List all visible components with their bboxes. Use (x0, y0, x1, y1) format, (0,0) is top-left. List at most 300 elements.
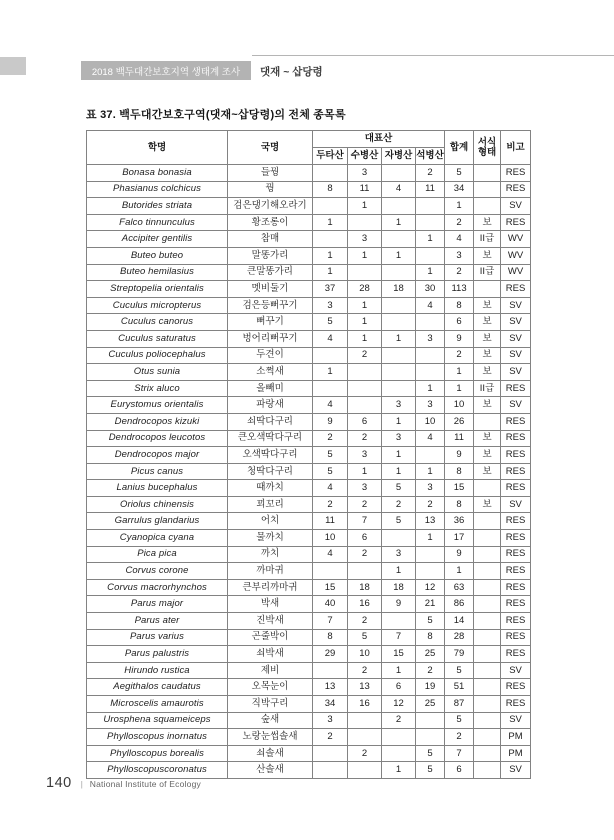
cell-total: 1 (445, 380, 474, 397)
cell-count-site-4: 8 (416, 629, 445, 646)
table-row (87, 646, 531, 663)
cell-count-site-2: 1 (348, 297, 382, 314)
cell-habitat-form (474, 596, 501, 613)
cell-count-site-3 (382, 613, 416, 630)
cell-note: WV (501, 231, 531, 248)
cell-count-site-4: 11 (416, 181, 445, 198)
table-row (87, 397, 531, 414)
cell-count-site-4: 25 (416, 696, 445, 713)
cell-count-site-2: 1 (348, 314, 382, 331)
cell-note: RES (501, 430, 531, 447)
cell-scientific-name: Urosphena squameiceps (87, 712, 228, 729)
cell-count-site-3: 6 (382, 679, 416, 696)
table-row (87, 430, 531, 447)
cell-total: 5 (445, 165, 474, 182)
cell-total: 63 (445, 579, 474, 596)
cell-total: 36 (445, 513, 474, 530)
cell-count-site-3 (382, 364, 416, 381)
cell-count-site-3 (382, 347, 416, 364)
cell-total: 26 (445, 413, 474, 430)
table-title: 표 37. 백두대간보호구역(댓재~삽당령)의 전체 종목록 (86, 109, 346, 121)
cell-total: 87 (445, 696, 474, 713)
cell-count-site-1 (313, 231, 348, 248)
cell-korean-name: 곤줄박이 (228, 629, 313, 646)
cell-habitat-form: 보 (474, 447, 501, 464)
cell-korean-name: 물까치 (228, 530, 313, 547)
table-row (87, 380, 531, 397)
cell-count-site-4 (416, 447, 445, 464)
table-row (87, 745, 531, 762)
cell-count-site-2: 16 (348, 596, 382, 613)
cell-count-site-1: 8 (313, 629, 348, 646)
cell-count-site-3: 3 (382, 430, 416, 447)
col-header-kor-name: 국명 (228, 131, 313, 165)
cell-count-site-1 (313, 563, 348, 580)
cell-korean-name: 큰오색딱다구리 (228, 430, 313, 447)
cell-note: WV (501, 264, 531, 281)
cell-count-site-2: 11 (348, 181, 382, 198)
cell-count-site-2 (348, 380, 382, 397)
cell-habitat-form (474, 546, 501, 563)
cell-total: 9 (445, 447, 474, 464)
cell-count-site-4: 5 (416, 762, 445, 779)
cell-count-site-4: 3 (416, 330, 445, 347)
cell-total: 113 (445, 281, 474, 298)
cell-habitat-form (474, 646, 501, 663)
cell-scientific-name: Picus canus (87, 463, 228, 480)
table-row (87, 330, 531, 347)
cell-total: 2 (445, 729, 474, 746)
cell-korean-name: 올빼미 (228, 380, 313, 397)
cell-total: 4 (445, 231, 474, 248)
cell-korean-name: 쇠박새 (228, 646, 313, 663)
cell-count-site-4: 12 (416, 579, 445, 596)
col-header-sci-name: 학명 (87, 131, 228, 165)
cell-count-site-3 (382, 297, 416, 314)
cell-scientific-name: Microscelis amaurotis (87, 696, 228, 713)
cell-count-site-1: 5 (313, 447, 348, 464)
cell-count-site-4: 1 (416, 380, 445, 397)
cell-count-site-4: 13 (416, 513, 445, 530)
cell-habitat-form (474, 181, 501, 198)
page-number: 140 (46, 775, 72, 791)
table-row (87, 579, 531, 596)
cell-total: 51 (445, 679, 474, 696)
cell-count-site-3: 3 (382, 397, 416, 414)
cell-count-site-1 (313, 165, 348, 182)
cell-note: RES (501, 679, 531, 696)
cell-count-site-2: 2 (348, 347, 382, 364)
cell-habitat-form (474, 679, 501, 696)
cell-total: 5 (445, 712, 474, 729)
cell-count-site-1: 9 (313, 413, 348, 430)
cell-habitat-form (474, 165, 501, 182)
table-row (87, 264, 531, 281)
cell-korean-name: 검은등뻐꾸기 (228, 297, 313, 314)
cell-korean-name: 산솔새 (228, 762, 313, 779)
cell-count-site-2 (348, 729, 382, 746)
table-body (87, 165, 531, 779)
cell-count-site-1: 7 (313, 613, 348, 630)
cell-count-site-3: 1 (382, 447, 416, 464)
cell-count-site-1: 4 (313, 397, 348, 414)
cell-scientific-name: Cuculus micropterus (87, 297, 228, 314)
cell-count-site-1 (313, 198, 348, 215)
cell-count-site-2 (348, 712, 382, 729)
cell-count-site-2 (348, 214, 382, 231)
table-row (87, 546, 531, 563)
cell-count-site-3: 1 (382, 214, 416, 231)
cell-habitat-form (474, 629, 501, 646)
cell-count-site-2 (348, 364, 382, 381)
cell-note: RES (501, 447, 531, 464)
report-title: 2018 백두대간보호지역 생태계 조사 (91, 66, 241, 78)
cell-count-site-4: 1 (416, 463, 445, 480)
cell-count-site-2: 1 (348, 198, 382, 215)
cell-count-site-4: 19 (416, 679, 445, 696)
cell-count-site-1 (313, 380, 348, 397)
cell-count-site-3 (382, 380, 416, 397)
cell-scientific-name: Phylloscopus inornatus (87, 729, 228, 746)
cell-note: WV (501, 247, 531, 264)
cell-note: RES (501, 214, 531, 231)
cell-count-site-4 (416, 563, 445, 580)
cell-count-site-1: 2 (313, 496, 348, 513)
cell-note: RES (501, 546, 531, 563)
cell-scientific-name: Parus palustris (87, 646, 228, 663)
cell-count-site-2 (348, 563, 382, 580)
cell-total: 1 (445, 364, 474, 381)
cell-habitat-form (474, 662, 501, 679)
cell-scientific-name: Aegithalos caudatus (87, 679, 228, 696)
cell-count-site-4: 4 (416, 430, 445, 447)
table-row (87, 530, 531, 547)
cell-count-site-4: 1 (416, 231, 445, 248)
cell-note: RES (501, 579, 531, 596)
cell-count-site-4: 3 (416, 480, 445, 497)
cell-count-site-3: 12 (382, 696, 416, 713)
table-row (87, 181, 531, 198)
cell-count-site-2: 10 (348, 646, 382, 663)
cell-note: RES (501, 563, 531, 580)
table-row (87, 364, 531, 381)
cell-count-site-2: 6 (348, 530, 382, 547)
cell-note: SV (501, 762, 531, 779)
cell-count-site-4: 2 (416, 496, 445, 513)
cell-korean-name: 큰부리까마귀 (228, 579, 313, 596)
table-row (87, 463, 531, 480)
cell-total: 1 (445, 563, 474, 580)
cell-count-site-3 (382, 231, 416, 248)
cell-count-site-1: 8 (313, 181, 348, 198)
cell-count-site-2: 2 (348, 546, 382, 563)
cell-habitat-form: 보 (474, 297, 501, 314)
cell-count-site-2: 1 (348, 247, 382, 264)
cell-note: RES (501, 281, 531, 298)
cell-note: SV (501, 712, 531, 729)
cell-count-site-3 (382, 314, 416, 331)
cell-habitat-form: 보 (474, 247, 501, 264)
cell-count-site-1 (313, 745, 348, 762)
cell-count-site-2 (348, 762, 382, 779)
cell-count-site-2 (348, 264, 382, 281)
header-rule (252, 55, 614, 56)
cell-total: 6 (445, 762, 474, 779)
table-row (87, 347, 531, 364)
cell-scientific-name: Buteo hemilasius (87, 264, 228, 281)
cell-korean-name: 소쩍새 (228, 364, 313, 381)
cell-count-site-1: 40 (313, 596, 348, 613)
cell-habitat-form (474, 729, 501, 746)
cell-note: RES (501, 530, 531, 547)
cell-korean-name: 쇠솔새 (228, 745, 313, 762)
cell-total: 86 (445, 596, 474, 613)
cell-korean-name: 말똥가리 (228, 247, 313, 264)
cell-habitat-form: 보 (474, 347, 501, 364)
cell-habitat-form (474, 613, 501, 630)
cell-note: RES (501, 463, 531, 480)
cell-scientific-name: Parus varius (87, 629, 228, 646)
cell-habitat-form (474, 530, 501, 547)
cell-scientific-name: Dendrocopos kizuki (87, 413, 228, 430)
table-row (87, 563, 531, 580)
cell-count-site-4 (416, 364, 445, 381)
cell-count-site-3: 3 (382, 546, 416, 563)
cell-count-site-1: 1 (313, 264, 348, 281)
table-row (87, 281, 531, 298)
cell-habitat-form (474, 198, 501, 215)
cell-korean-name: 참매 (228, 231, 313, 248)
cell-count-site-3: 7 (382, 629, 416, 646)
cell-count-site-4 (416, 198, 445, 215)
cell-count-site-4: 5 (416, 613, 445, 630)
cell-count-site-1: 5 (313, 463, 348, 480)
cell-count-site-1: 4 (313, 546, 348, 563)
cell-count-site-4: 30 (416, 281, 445, 298)
cell-count-site-3 (382, 264, 416, 281)
cell-note: RES (501, 613, 531, 630)
cell-korean-name: 때까치 (228, 480, 313, 497)
table-row (87, 496, 531, 513)
cell-habitat-form: 보 (474, 214, 501, 231)
cell-scientific-name: Accipiter gentilis (87, 231, 228, 248)
cell-count-site-2: 13 (348, 679, 382, 696)
cell-count-site-3: 5 (382, 480, 416, 497)
cell-count-site-3: 15 (382, 646, 416, 663)
col-header-site-4: 석병산 (416, 148, 445, 165)
cell-count-site-2: 3 (348, 480, 382, 497)
footer-publisher: National Institute of Ecology (89, 779, 201, 789)
cell-total: 15 (445, 480, 474, 497)
cell-korean-name: 까마귀 (228, 563, 313, 580)
cell-total: 3 (445, 247, 474, 264)
cell-count-site-4: 25 (416, 646, 445, 663)
cell-count-site-3: 4 (382, 181, 416, 198)
cell-count-site-1: 1 (313, 364, 348, 381)
cell-habitat-form: 보 (474, 496, 501, 513)
cell-count-site-1: 29 (313, 646, 348, 663)
cell-scientific-name: Butorides striata (87, 198, 228, 215)
cell-total: 14 (445, 613, 474, 630)
cell-count-site-1: 1 (313, 214, 348, 231)
cell-count-site-3: 5 (382, 513, 416, 530)
cell-count-site-4: 5 (416, 745, 445, 762)
cell-note: RES (501, 629, 531, 646)
cell-scientific-name: Garrulus glandarius (87, 513, 228, 530)
cell-count-site-2: 2 (348, 430, 382, 447)
cell-korean-name: 검은댕기해오라기 (228, 198, 313, 215)
cell-total: 7 (445, 745, 474, 762)
cell-count-site-4 (416, 247, 445, 264)
cell-scientific-name: Streptopelia orientalis (87, 281, 228, 298)
cell-count-site-1: 15 (313, 579, 348, 596)
cell-total: 10 (445, 397, 474, 414)
cell-count-site-3: 1 (382, 563, 416, 580)
cell-habitat-form: II급 (474, 380, 501, 397)
cell-habitat-form (474, 563, 501, 580)
cell-note: PM (501, 745, 531, 762)
cell-count-site-2: 6 (348, 413, 382, 430)
cell-count-site-2: 1 (348, 330, 382, 347)
table-row (87, 629, 531, 646)
table-row (87, 480, 531, 497)
table-row (87, 447, 531, 464)
footer-separator: | (80, 779, 83, 789)
cell-korean-name: 멧비둘기 (228, 281, 313, 298)
cell-total: 79 (445, 646, 474, 663)
page-footer (46, 775, 201, 791)
cell-scientific-name: Lanius bucephalus (87, 480, 228, 497)
cell-scientific-name: Corvus macrorhynchos (87, 579, 228, 596)
cell-habitat-form (474, 762, 501, 779)
cell-note: RES (501, 646, 531, 663)
cell-korean-name: 벙어리뻐꾸기 (228, 330, 313, 347)
cell-count-site-2: 7 (348, 513, 382, 530)
cell-habitat-form: 보 (474, 364, 501, 381)
cell-scientific-name: Eurystomus orientalis (87, 397, 228, 414)
col-header-site-1: 두타산 (313, 148, 348, 165)
cell-scientific-name: Buteo buteo (87, 247, 228, 264)
table-row (87, 198, 531, 215)
cell-habitat-form: 보 (474, 463, 501, 480)
cell-count-site-4 (416, 314, 445, 331)
cell-total: 6 (445, 314, 474, 331)
cell-korean-name: 꾀꼬리 (228, 496, 313, 513)
cell-count-site-2: 28 (348, 281, 382, 298)
cell-count-site-4: 2 (416, 165, 445, 182)
cell-korean-name: 꿩 (228, 181, 313, 198)
section-label: 댓재 ~ 삽당령 (260, 66, 323, 78)
cell-korean-name: 까치 (228, 546, 313, 563)
cell-count-site-4 (416, 712, 445, 729)
cell-note: SV (501, 347, 531, 364)
cell-count-site-4: 3 (416, 397, 445, 414)
cell-habitat-form (474, 712, 501, 729)
cell-note: RES (501, 480, 531, 497)
cell-total: 8 (445, 496, 474, 513)
cell-count-site-3: 2 (382, 496, 416, 513)
cell-korean-name: 오색딱다구리 (228, 447, 313, 464)
cell-korean-name: 들꿩 (228, 165, 313, 182)
cell-count-site-4: 2 (416, 662, 445, 679)
table-row (87, 165, 531, 182)
table-row (87, 297, 531, 314)
cell-count-site-3: 1 (382, 330, 416, 347)
cell-count-site-2: 1 (348, 463, 382, 480)
table-row (87, 712, 531, 729)
cell-scientific-name: Corvus corone (87, 563, 228, 580)
cell-count-site-2 (348, 397, 382, 414)
cell-total: 28 (445, 629, 474, 646)
cell-count-site-3 (382, 729, 416, 746)
cell-scientific-name: Pica pica (87, 546, 228, 563)
cell-scientific-name: Falco tinnunculus (87, 214, 228, 231)
cell-note: RES (501, 165, 531, 182)
cell-count-site-3: 18 (382, 281, 416, 298)
cell-habitat-form: 보 (474, 430, 501, 447)
cell-note: RES (501, 413, 531, 430)
cell-total: 34 (445, 181, 474, 198)
cell-count-site-4: 4 (416, 297, 445, 314)
cell-habitat-form (474, 281, 501, 298)
cell-count-site-2: 2 (348, 662, 382, 679)
cell-scientific-name: Parus major (87, 596, 228, 613)
cell-count-site-4: 10 (416, 413, 445, 430)
cell-count-site-1: 13 (313, 679, 348, 696)
table-row (87, 596, 531, 613)
cell-habitat-form (474, 480, 501, 497)
table-row (87, 696, 531, 713)
table-row (87, 613, 531, 630)
cell-count-site-3: 9 (382, 596, 416, 613)
cell-korean-name: 오목눈이 (228, 679, 313, 696)
cell-count-site-3: 1 (382, 247, 416, 264)
cell-scientific-name: Dendrocopos major (87, 447, 228, 464)
table-row (87, 314, 531, 331)
cell-scientific-name: Phasianus colchicus (87, 181, 228, 198)
col-header-total: 합계 (445, 131, 474, 165)
cell-count-site-2: 2 (348, 745, 382, 762)
table-row (87, 662, 531, 679)
cell-total: 8 (445, 463, 474, 480)
cell-korean-name: 청딱다구리 (228, 463, 313, 480)
cell-scientific-name: Phylloscopus borealis (87, 745, 228, 762)
cell-korean-name: 파랑새 (228, 397, 313, 414)
cell-habitat-form (474, 745, 501, 762)
cell-scientific-name: Otus sunia (87, 364, 228, 381)
cell-count-site-2: 3 (348, 447, 382, 464)
cell-count-site-3: 1 (382, 762, 416, 779)
table-row (87, 513, 531, 530)
cell-habitat-form: 보 (474, 330, 501, 347)
header-edge-tab (0, 57, 26, 75)
col-header-note: 비고 (501, 131, 531, 165)
table-row (87, 231, 531, 248)
cell-note: SV (501, 364, 531, 381)
cell-korean-name: 어치 (228, 513, 313, 530)
cell-count-site-3 (382, 745, 416, 762)
report-title-bar (81, 61, 251, 80)
cell-note: RES (501, 596, 531, 613)
cell-total: 1 (445, 198, 474, 215)
cell-habitat-form (474, 579, 501, 596)
cell-total: 11 (445, 430, 474, 447)
cell-count-site-4: 21 (416, 596, 445, 613)
cell-scientific-name: Cyanopica cyana (87, 530, 228, 547)
cell-korean-name: 두견이 (228, 347, 313, 364)
cell-note: RES (501, 696, 531, 713)
cell-total: 9 (445, 546, 474, 563)
